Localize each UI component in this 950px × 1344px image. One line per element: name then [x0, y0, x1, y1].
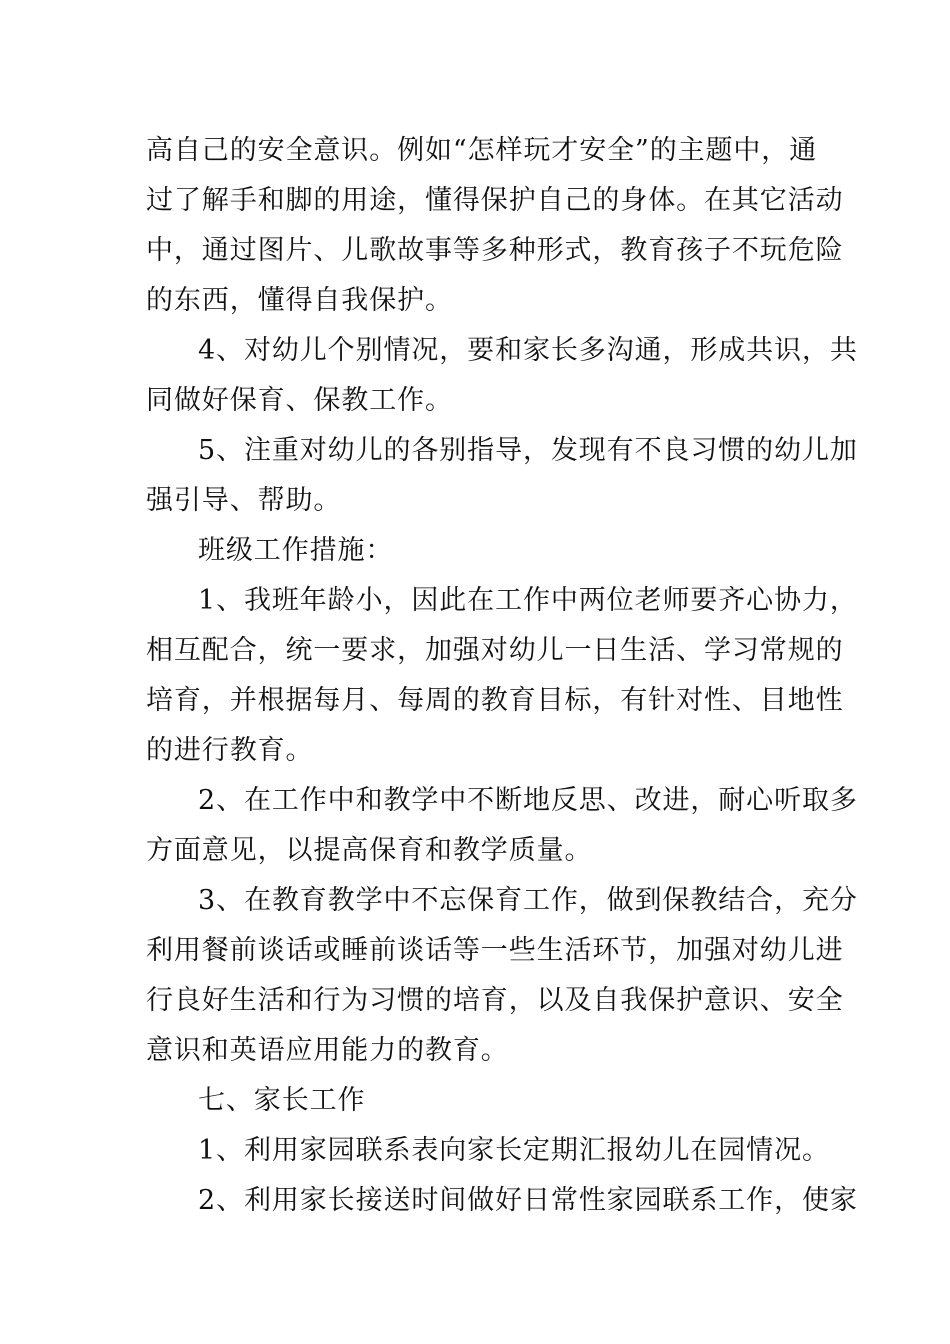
text-line: 同做好保育、保教工作。	[146, 385, 453, 416]
text-line: 中，通过图片、儿歌故事等多种形式，教育孩子不玩危险	[146, 235, 844, 266]
section-heading: 七、家长工作	[198, 1085, 366, 1116]
text-line: 过了解手和脚的用途，懂得保护自己的身体。在其它活动	[146, 185, 844, 216]
text-line: 3、在教育教学中不忘保育工作，做到保教结合，充分	[198, 885, 858, 916]
text-line: 1、利用家园联系表向家长定期汇报幼儿在园情况。	[198, 1135, 830, 1166]
text-line: 培育，并根据每月、每周的教育目标，有针对性、目地性	[146, 685, 844, 716]
text-line: 1、我班年龄小，因此在工作中两位老师要齐心协力，	[198, 585, 858, 616]
text-line: 的东西，懂得自我保护。	[146, 285, 453, 316]
text-line: 方面意见，以提高保育和教学质量。	[146, 835, 593, 866]
text-line: 意识和英语应用能力的教育。	[146, 1035, 509, 1066]
text-line: 强引导、帮助。	[146, 485, 342, 516]
section-heading: 班级工作措施：	[198, 535, 394, 566]
text-line: 2、在工作中和教学中不断地反思、改进，耐心听取多	[198, 785, 858, 816]
text-line: 高自己的安全意识。例如“怎样玩才安全”的主题中，通	[146, 135, 818, 166]
text-line: 利用餐前谈话或睡前谈话等一些生活环节，加强对幼儿进	[146, 935, 844, 966]
text-line: 5、注重对幼儿的各别指导，发现有不良习惯的幼儿加	[198, 435, 858, 466]
document-body	[146, 126, 858, 1226]
text-line: 相互配合，统一要求，加强对幼儿一日生活、学习常规的	[146, 635, 844, 666]
text-line: 4、对幼儿个别情况，要和家长多沟通，形成共识，共	[198, 335, 858, 366]
text-line: 的进行教育。	[146, 735, 314, 766]
text-line: 2、利用家长接送时间做好日常性家园联系工作，使家	[198, 1185, 858, 1216]
text-line: 行良好生活和行为习惯的培育，以及自我保护意识、安全	[146, 985, 844, 1016]
